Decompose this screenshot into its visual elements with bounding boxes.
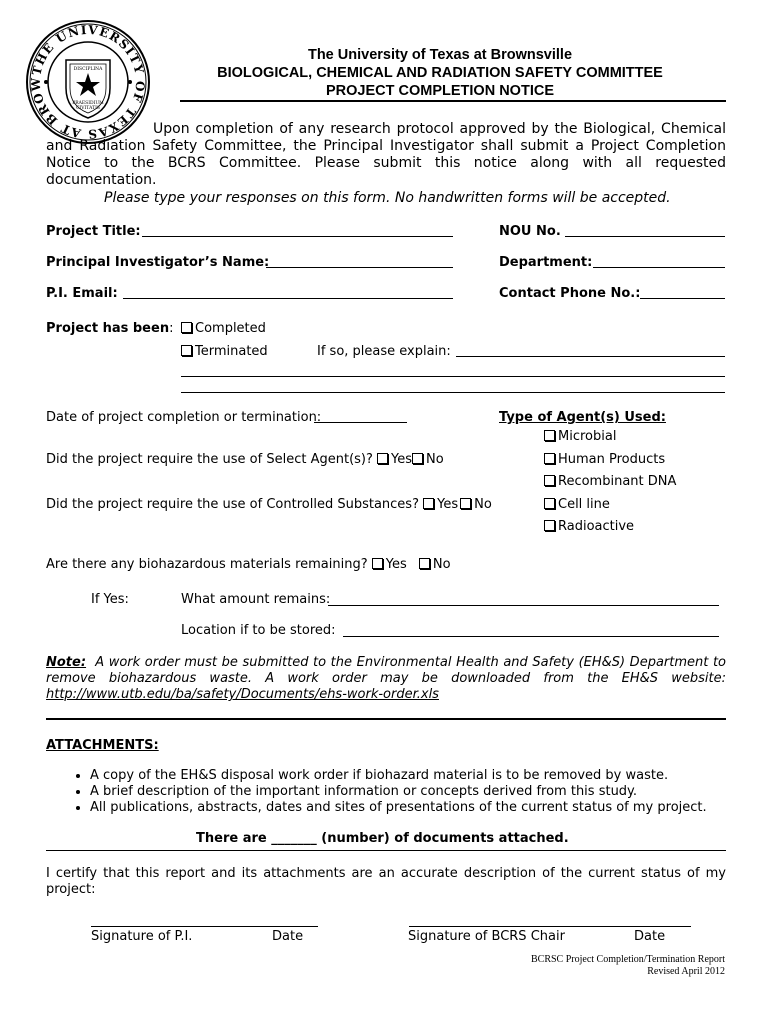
cell-line-label: Cell line [558,497,610,512]
header-rule [180,100,726,102]
pi-signature-field[interactable] [91,926,318,927]
explain-field-1[interactable] [456,356,725,357]
seal-ring-text: THE UNIVERSITY OF TEXAS AT BROW [28,22,148,142]
footer [531,954,725,978]
select-agent-yes-checkbox[interactable] [377,453,388,464]
attachments-title: ATTACHMENTS: [46,738,159,753]
amount-label: What amount remains: [181,592,331,607]
attachment-item: • All publications, abstracts, dates and sites of presentations of the current status of my project. [90,800,707,816]
note-text: A work order must be submitted to the Environmental Health and Safety (EH&S) Department to remove biohazardous waste. A work order may be downloaded from the EH&S website: [46,655,726,686]
count-prefix: There are [196,831,267,846]
agent-option-cell-line[interactable] [544,497,610,513]
pi-signature-label: Signature of P.I. [91,929,193,944]
explain-field-2[interactable] [181,376,725,377]
cell-line-checkbox[interactable] [544,498,555,509]
certification-statement: I certify that this report and its attachments are an accurate description of the current status of my project: [46,866,726,897]
pi-name-field[interactable] [266,267,453,268]
attachment-item: • A brief description of the important information or concepts derived from this study. [90,784,707,800]
recombinant-dna-checkbox[interactable] [544,475,555,486]
intro-paragraph: Upon completion of any research protocol approved by the Biological, Chemical and Radiation Safety Committee, the Principal Investigator shall submit a Project Completion Notice to the BCRS Committee. Please submit this notice along with all requested documentation. [46,121,726,188]
count-suffix: (number) of documents attached. [321,831,569,846]
form-title: PROJECT COMPLETION NOTICE [326,83,554,99]
location-label: Location if to be stored: [181,623,336,638]
biohazard-question [46,557,451,573]
attachment-item: • A copy of the EH&S disposal work order if biohazard material is to be removed by waste. [90,768,707,784]
contact-phone-field[interactable] [640,298,725,299]
select-agent-no-checkbox[interactable] [412,453,423,464]
pi-date-label: Date [272,929,304,944]
university-name: The University of Texas at Brownsville [307,47,573,63]
footer-report-name: BCRSC Project Completion/Termination Report [530,954,725,965]
human-products-checkbox[interactable] [544,453,555,464]
biohazard-no-label: No [432,557,451,572]
select-agent-question [46,452,444,468]
if-yes-label: If Yes: [91,592,129,607]
agent-option-recombinant-dna[interactable] [544,474,676,490]
radioactive-checkbox[interactable] [544,520,555,531]
footer-revision: Revised April 2012 [647,966,725,977]
department-label: Department: [499,255,593,270]
explain-label: If so, please explain: [317,344,451,359]
controlled-yes-checkbox[interactable] [423,498,434,509]
agent-types-title: Type of Agent(s) Used: [499,410,666,425]
ehs-work-order-link[interactable]: http://www.utb.edu/ba/safety/Documents/ehs-work-order.xls [46,687,439,702]
chair-signature-field[interactable] [409,926,691,927]
project-status-colon: : [169,321,174,336]
chair-signature-label: Signature of BCRS Chair [408,929,565,944]
agent-option-human-products[interactable] [544,452,665,468]
amount-field[interactable] [328,605,719,606]
radioactive-label: Radioactive [558,519,635,534]
controlled-no-label: No [474,497,492,512]
pi-email-field[interactable] [123,298,453,299]
completed-option[interactable] [181,321,266,337]
explain-field-3[interactable] [181,392,725,393]
completion-date-label: Date of project completion or termination: [46,410,322,425]
location-field[interactable] [343,636,719,637]
controlled-substances-question [46,497,492,513]
seal-motto-3: CIVITATIS [76,106,100,111]
completed-label: Completed [195,321,266,336]
document-count-row [196,831,569,847]
department-field[interactable] [593,267,725,268]
terminated-label: Terminated [195,344,268,359]
typing-instruction: Please type your responses on this form. No handwritten forms will be accepted. [104,190,671,206]
seal-motto-2: PRAESIDIUM [72,101,104,106]
microbial-checkbox[interactable] [544,430,555,441]
controlled-yes-label: Yes [437,497,459,512]
project-title-label: Project Title: [46,224,141,239]
note-block [46,655,726,703]
human-products-label: Human Products [558,452,666,467]
pi-name-label: Principal Investigator’s Name: [46,255,270,270]
biohazard-text: Are there any biohazardous materials remaining? [46,557,368,572]
select-agent-yes-label: Yes [391,452,413,467]
attachments-list [46,768,707,816]
note-rule [46,718,726,720]
count-field[interactable]: _______ [271,831,317,846]
nou-no-field[interactable] [565,236,725,237]
completion-date-field[interactable] [314,422,407,423]
nou-no-label: NOU No. [499,224,561,239]
select-agent-text: Did the project require the use of Select Agent(s)? [46,452,373,467]
biohazard-yes-label: Yes [385,557,407,572]
chair-date-label: Date [634,929,666,944]
project-title-field[interactable] [142,236,453,237]
terminated-option[interactable] [181,344,268,360]
completed-checkbox[interactable] [181,322,192,333]
controlled-substances-text: Did the project require the use of Controlled Substances? [46,497,419,512]
attachments-rule [46,850,726,851]
seal-motto-1: DISCIPLINA [73,67,103,72]
agent-option-radioactive[interactable] [544,519,634,535]
terminated-checkbox[interactable] [181,345,192,356]
biohazard-no-checkbox[interactable] [419,558,430,569]
biohazard-yes-checkbox[interactable] [372,558,383,569]
pi-email-label: P.I. Email: [46,286,118,301]
microbial-label: Microbial [558,429,617,444]
recombinant-dna-label: Recombinant DNA [558,474,677,489]
note-label: Note: [46,655,87,670]
agent-option-microbial[interactable] [544,429,616,445]
controlled-no-checkbox[interactable] [460,498,471,509]
project-status-label-row [46,321,173,337]
project-status-label: Project has been [46,321,170,336]
intro-block [46,121,726,207]
committee-name: BIOLOGICAL, CHEMICAL AND RADIATION SAFETY COMMITTEE [217,65,663,81]
select-agent-no-label: No [426,452,444,467]
contact-phone-label: Contact Phone No.: [499,286,641,301]
